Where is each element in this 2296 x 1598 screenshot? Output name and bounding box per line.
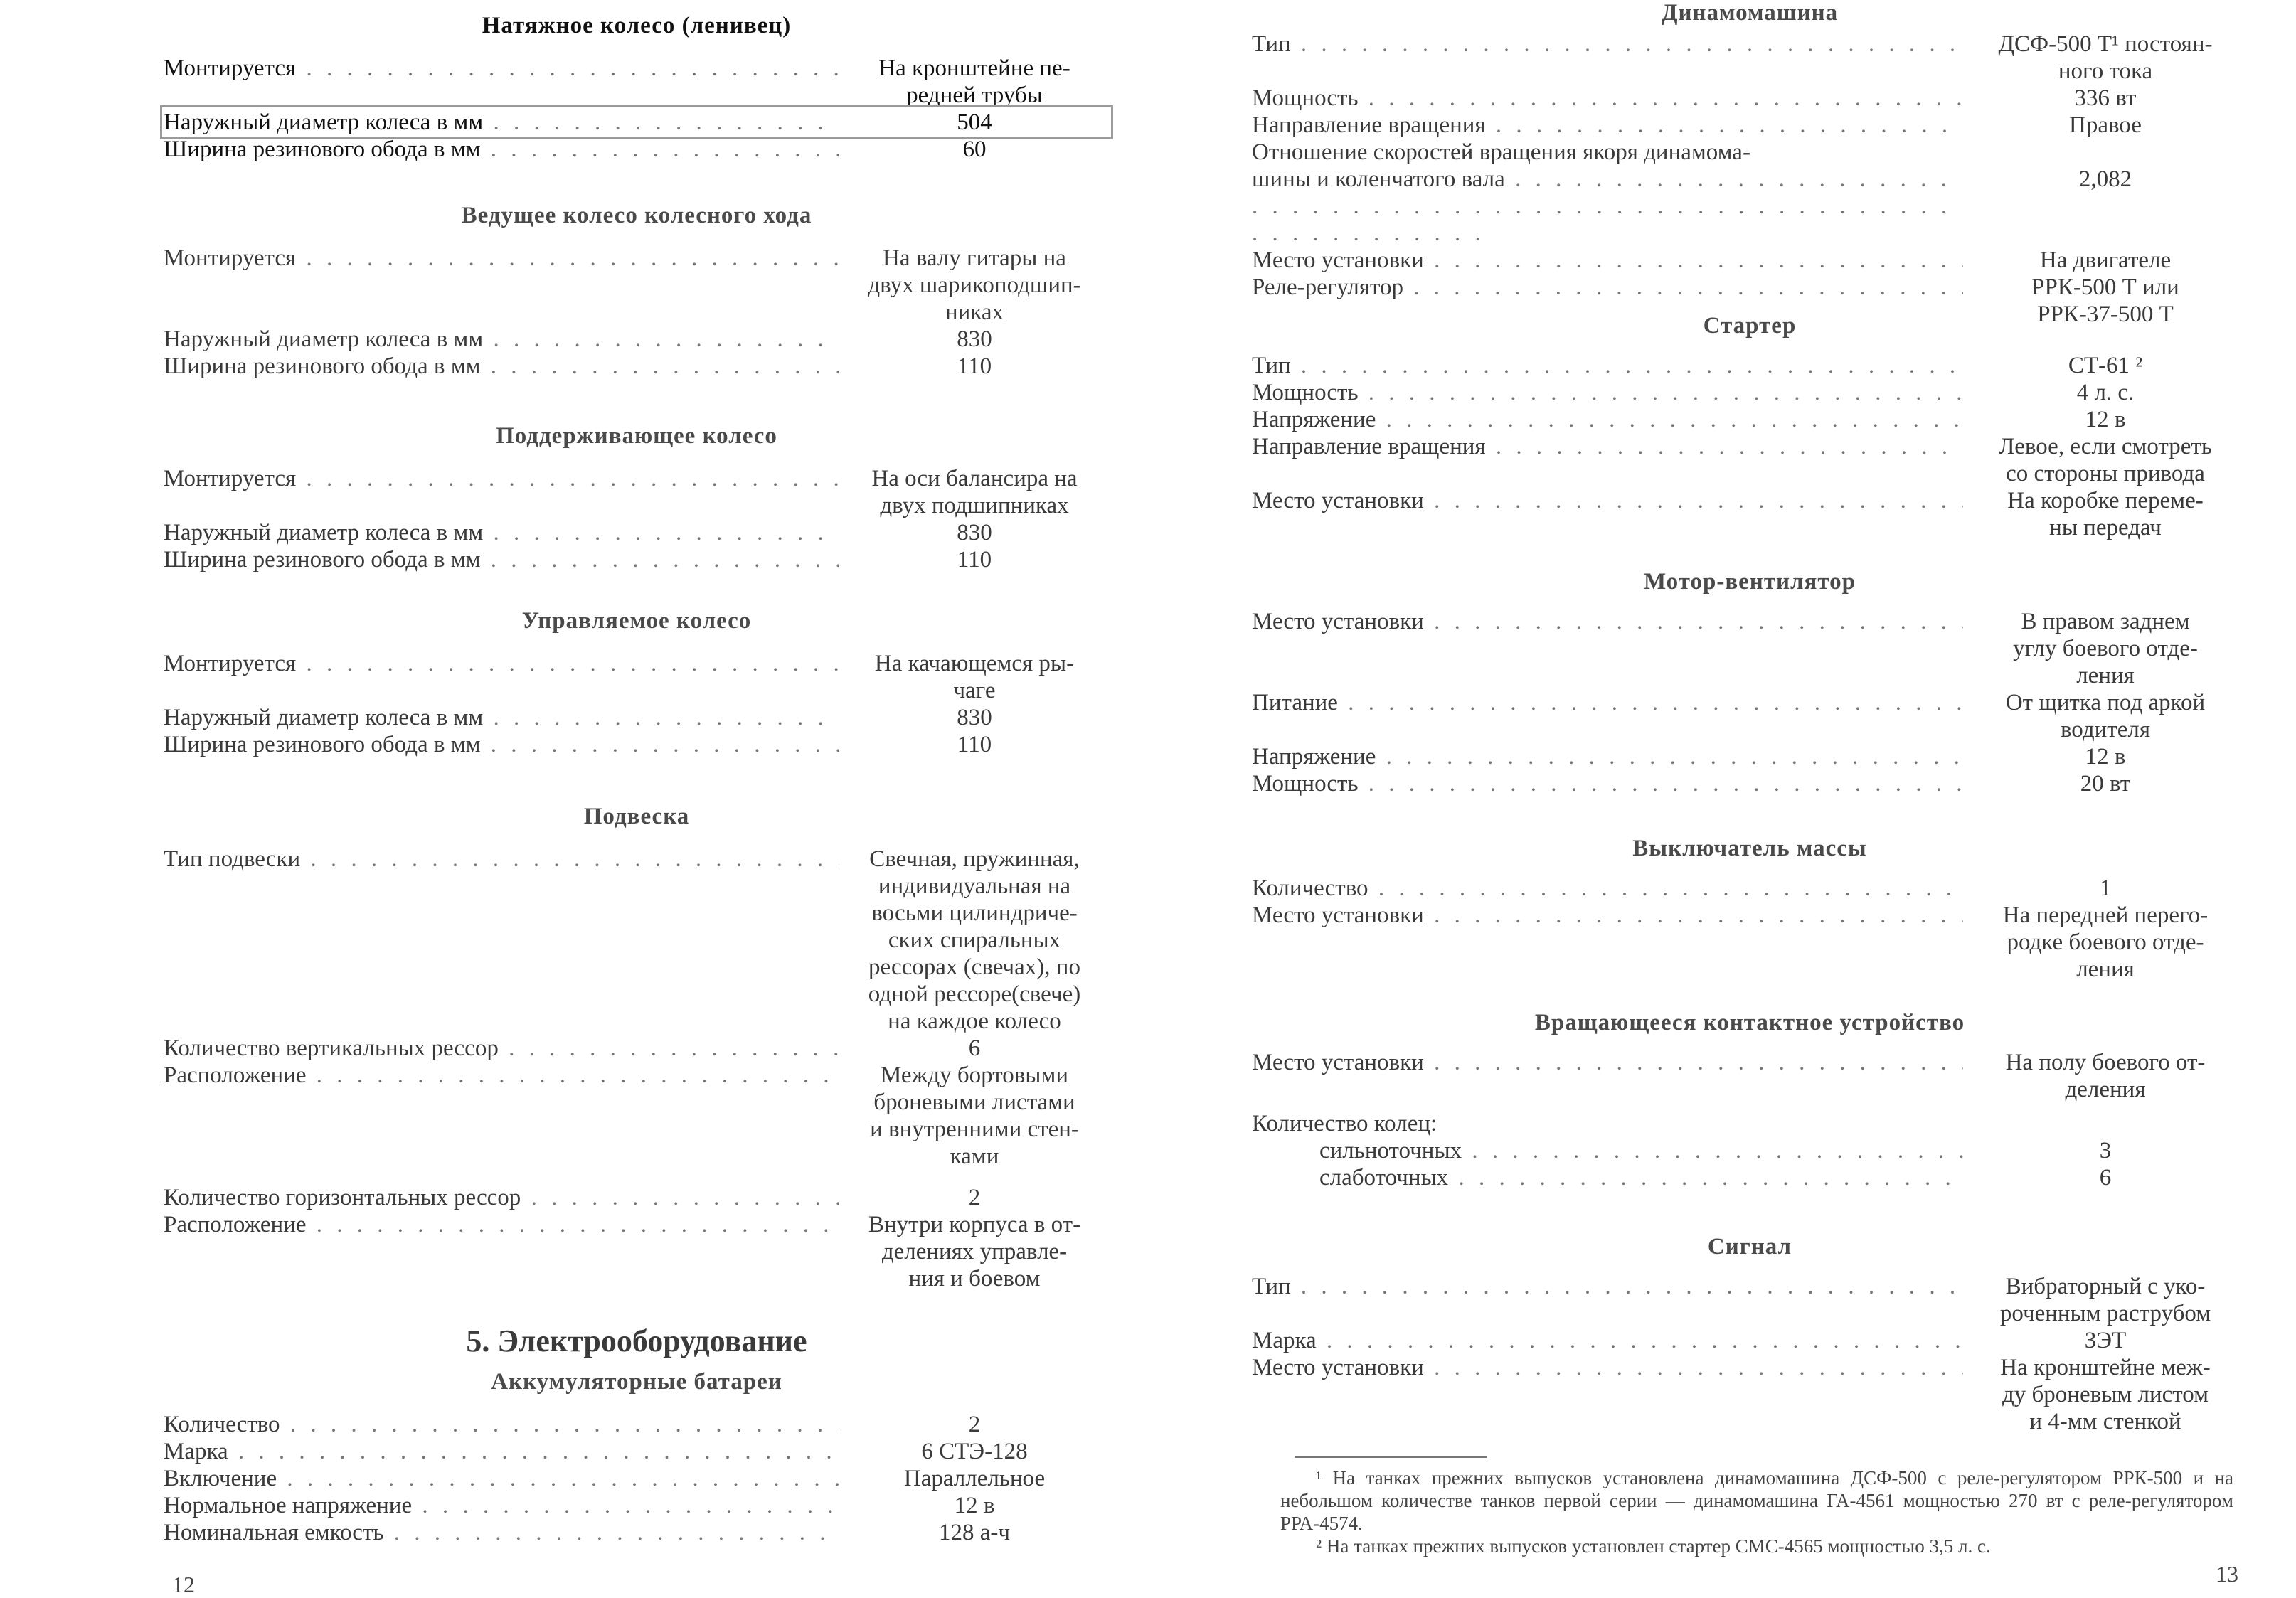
spec-value: 830: [957, 520, 992, 545]
spec-label: Монтируется . . .: [164, 465, 839, 492]
section-rotating-contact: [1252, 1010, 2248, 1191]
spec-label: Нормальное напряжение . . .: [164, 1492, 839, 1519]
spec-label: Место установки . . .: [1252, 902, 1963, 929]
page-number-right: 13: [2216, 1561, 2238, 1587]
spec-row: [1252, 139, 2248, 247]
spec-row: [164, 1438, 1110, 1465]
spec-row: [1252, 379, 2248, 406]
spec-label: Номинальная емкость . . .: [164, 1519, 839, 1546]
spec-value: 830: [957, 326, 992, 352]
spec-row: [164, 1211, 1110, 1292]
spec-label: Напряжение . . .: [1252, 743, 1963, 770]
spec-label: Напряжение . . .: [1252, 406, 1963, 433]
spec-value: 6: [2099, 1165, 2112, 1190]
spec-row: [1252, 1110, 2248, 1137]
spec-value: 3: [2099, 1138, 2112, 1163]
spec-row: [1252, 1049, 2248, 1103]
spec-label: Мощность . . .: [1252, 85, 1963, 112]
spec-value: 110: [957, 353, 992, 379]
section-dynamo: [1252, 0, 2248, 328]
spec-label: Направление вращения . . .: [1252, 112, 1963, 139]
section-steered-wheel: [164, 608, 1110, 758]
spec-value: 128 а-ч: [939, 1520, 1010, 1545]
section-fan-motor: [1252, 569, 2248, 797]
spec-label: Направление вращения . . .: [1252, 433, 1963, 460]
spec-value: ДСФ-500 Т¹ постоян- ного тока: [1998, 31, 2213, 84]
spec-label: Мощность . . .: [1252, 770, 1963, 797]
spec-row: [1252, 406, 2248, 433]
spec-row: [164, 546, 1110, 573]
spec-value: На оси балансира на двух подшипниках: [871, 466, 1078, 518]
spec-value: 504: [957, 110, 992, 135]
spec-label: Место установки . . .: [1252, 1354, 1963, 1381]
footnotes: [1280, 1466, 2233, 1557]
spec-label: Количество колец:: [1252, 1111, 1437, 1136]
spec-label: Тип . . .: [1252, 352, 1963, 379]
spec-value: 110: [957, 547, 992, 572]
spec-value: 12 в: [2085, 744, 2126, 769]
spec-row-highlighted: [164, 109, 1110, 136]
spec-value: 20 вт: [2080, 771, 2131, 797]
spec-value: 2: [968, 1412, 981, 1437]
footnote-2: ² На танках прежних выпусков установлен стартер СМС-4565 мощностью 3,5 л. с.: [1316, 1535, 1991, 1557]
section-heading: Натяжное колесо (ленивец): [482, 13, 792, 38]
spec-row: [1252, 112, 2248, 139]
spec-row: [1252, 1327, 2248, 1354]
spec-row: [164, 1062, 1110, 1170]
spec-label: Место установки . . .: [1252, 608, 1963, 635]
spec-row: [1252, 608, 2248, 689]
spec-value: 110: [957, 732, 992, 757]
spec-row: [1252, 902, 2248, 983]
spec-value: 60: [962, 137, 987, 162]
section-heading: Подвеска: [583, 804, 690, 829]
spec-label: Наружный диаметр колеса в мм . . .: [164, 704, 839, 731]
spec-label: Количество . . .: [1252, 875, 1963, 902]
section-support-wheel: [164, 423, 1110, 573]
spec-value: На двигателе: [2039, 247, 2172, 273]
spec-value: На кронштейне пе- редней трубы: [878, 55, 1070, 108]
spec-row: [1252, 85, 2248, 112]
spec-value: 1: [2099, 875, 2112, 901]
spec-value: На валу гитары на двух шарикоподшип- никах: [868, 245, 1081, 325]
spec-value: На кронштейне меж- ду броневым листом и 4-мм стенкой: [2000, 1355, 2211, 1434]
section-heading: Вращающееся контактное устройство: [1534, 1010, 1965, 1035]
section-heading: Стартер: [1703, 313, 1797, 339]
spec-value: 12 в: [2085, 407, 2126, 432]
spec-label: Тип . . .: [1252, 1273, 1963, 1300]
spec-label: Ширина резинового обода в мм . . .: [164, 353, 839, 380]
spec-label: Монтируется . . .: [164, 650, 839, 677]
spec-label: Марка . . .: [1252, 1327, 1963, 1354]
chapter-title: 5. Электрооборудование: [466, 1323, 807, 1358]
section-heading: Поддерживающее колесо: [496, 423, 777, 449]
section-suspension: [164, 804, 1110, 1292]
spec-row: [1252, 770, 2248, 797]
spec-label: Ширина резинового обода в мм . . .: [164, 546, 839, 573]
spec-value: 336 вт: [2074, 85, 2137, 111]
spec-label: Монтируется . . .: [164, 55, 839, 82]
spec-value: 2,082: [2078, 166, 2132, 192]
spec-label: Наружный диаметр колеса в мм . . .: [164, 519, 839, 546]
spec-value: Левое, если смотреть со стороны привода: [1999, 434, 2212, 486]
spec-value: Параллельное: [903, 1466, 1046, 1491]
spec-label: Количество горизонтальных рессор . . .: [164, 1184, 839, 1211]
spec-row: [164, 704, 1110, 731]
spec-label: Монтируется . . .: [164, 245, 839, 272]
spec-row: [1252, 1137, 2248, 1164]
spec-row: [1252, 689, 2248, 743]
spec-row: [1252, 1273, 2248, 1327]
spec-label: Расположение . . .: [164, 1211, 839, 1238]
spec-value: 12 в: [954, 1493, 995, 1518]
section-heading: Сигнал: [1707, 1234, 1792, 1259]
spec-label: Тип подвески . . .: [164, 846, 839, 873]
spec-label: Включение . . .: [164, 1465, 839, 1492]
spec-label: Наружный диаметр колеса в мм . . .: [164, 326, 839, 353]
spec-value: Внутри корпуса в от- делениях управле- ния и боевом: [868, 1212, 1081, 1291]
spec-label: Реле-регулятор . . .: [1252, 274, 1963, 301]
section-tension-wheel: [164, 13, 1110, 163]
spec-row: [164, 519, 1110, 546]
spec-value: В правом заднем углу боевого отде- ления: [2013, 609, 2198, 688]
spec-row: [164, 353, 1110, 380]
footnote-1: ¹ На танках прежних выпусков установлена динамомашина ДСФ-500 с реле-регулятором РРК-500 и на небольшом количестве танков первой серии — динамомашина ГА-4561 мощностью 270 вт с реле-регулятором РРА-4574.: [1280, 1467, 2233, 1534]
spec-value: ЗЭТ: [2084, 1328, 2127, 1353]
spec-row: [1252, 1354, 2248, 1435]
spec-label: Место установки . . .: [1252, 247, 1963, 274]
section-heading: Управляемое колесо: [521, 608, 752, 634]
section-heading: Ведущее колесо колесного хода: [461, 203, 812, 228]
spec-row: [164, 136, 1110, 163]
section-heading: Мотор-вентилятор: [1643, 569, 1856, 595]
spec-label: Место установки . . .: [1252, 487, 1963, 514]
page-number-left: 12: [172, 1572, 195, 1597]
spec-value: На коробке переме- ны передач: [2007, 488, 2204, 540]
footnote-rule: [1295, 1456, 1487, 1458]
spec-value: На качающемся ры- чаге: [874, 651, 1075, 703]
spec-row: [164, 650, 1110, 704]
spec-row: [164, 1184, 1110, 1211]
spec-value: На полу боевого от- деления: [2005, 1050, 2206, 1102]
spec-value: 830: [957, 705, 992, 730]
spec-value: 4 л. с.: [2076, 380, 2135, 405]
spec-label: Марка . . .: [164, 1438, 839, 1465]
section-signal: [1252, 1234, 2248, 1435]
spec-label: Место установки . . .: [1252, 1049, 1963, 1076]
spec-value: От щитка под аркой водителя: [2005, 690, 2206, 742]
spec-label: Количество . . .: [164, 1411, 839, 1438]
spec-row: [1252, 31, 2248, 85]
spec-row: [164, 1035, 1110, 1062]
section-drive-wheel: [164, 203, 1110, 380]
spec-row: [164, 55, 1110, 109]
section-heading: Динамомашина: [1661, 0, 1839, 26]
spec-label: Мощность . . .: [1252, 379, 1963, 406]
spec-row: [164, 846, 1110, 1035]
spec-row: [164, 1465, 1110, 1492]
spec-row: [164, 465, 1110, 519]
spec-value: СТ-61 ²: [2068, 353, 2143, 378]
spec-label: Расположение . . .: [164, 1062, 839, 1089]
spec-row: [1252, 1164, 2248, 1191]
spec-row: [1252, 875, 2248, 902]
spec-label: Количество вертикальных рессор . . .: [164, 1035, 839, 1062]
spec-label: Отношение скоростей вращения якоря динамома- шины и коленчатого вала . . .: [1252, 139, 1963, 247]
spec-label: Тип . . .: [1252, 31, 1963, 58]
spec-row: [1252, 247, 2248, 274]
spec-row: [1252, 487, 2248, 541]
spec-value: На передней перего- родке боевого отде- ления: [2002, 902, 2209, 982]
spec-value: 6: [968, 1035, 981, 1061]
section-starter: [1252, 313, 2248, 541]
spec-value: Свечная, пружинная, индивидуальная на восьми цилиндриче- ских спиральных рессорах (свечах), по одной рессоре(свече) на каждое колесо: [868, 846, 1081, 1034]
spec-value: Вибраторный с уко- роченным раструбом: [1999, 1274, 2211, 1326]
spec-row: [1252, 433, 2248, 487]
section-mass-switch: [1252, 836, 2248, 983]
spec-row: [164, 1519, 1110, 1546]
spec-label: сильноточных . . .: [1252, 1137, 1963, 1164]
spec-value: Правое: [2069, 112, 2142, 138]
spec-value: 6 СТЭ-128: [921, 1439, 1028, 1464]
spec-label: Ширина резинового обода в мм . . .: [164, 731, 839, 758]
spec-value: Между бортовыми броневыми листами и внутренними стен- ками: [870, 1062, 1079, 1169]
spec-row: [1252, 352, 2248, 379]
section-heading: Аккумуляторные батареи: [491, 1369, 782, 1395]
spec-label: слаботочных . . .: [1252, 1164, 1963, 1191]
spec-row: [164, 1411, 1110, 1438]
section-electrical: [164, 1323, 1110, 1546]
spec-row: [164, 326, 1110, 353]
spec-label: Питание . . .: [1252, 689, 1963, 716]
spec-value: 2: [968, 1185, 981, 1210]
spec-row: [1252, 743, 2248, 770]
spec-row: [164, 1492, 1110, 1519]
spec-value: РРК-500 Т или РРК-37-500 Т: [2031, 275, 2179, 327]
spec-row: [164, 245, 1110, 326]
spec-label: Наружный диаметр колеса в мм . . .: [164, 109, 839, 136]
section-heading: Выключатель массы: [1632, 836, 1867, 861]
spec-row: [164, 731, 1110, 758]
spec-label: Ширина резинового обода в мм . . .: [164, 136, 839, 163]
